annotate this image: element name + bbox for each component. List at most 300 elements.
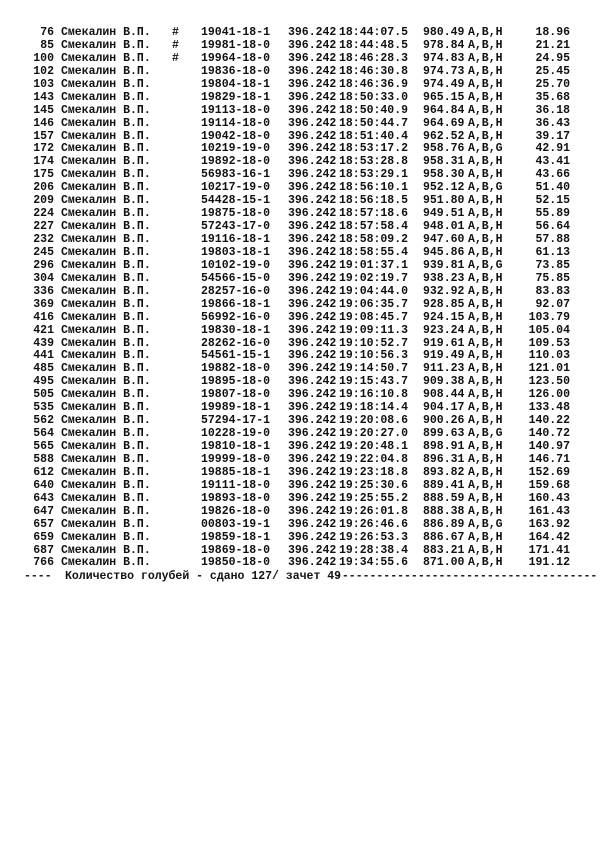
arrival-time-cell: 18:44:07.5: [339, 26, 409, 39]
place-cell: 304: [33, 271, 54, 285]
table-row: [0, 467, 600, 480]
ring-number-cell: 19807-18-0: [201, 388, 271, 402]
distance-cell: 396.242: [288, 77, 337, 91]
table-row: [0, 454, 600, 467]
classes-cell: А,В,Н: [468, 207, 503, 221]
arrival-time-cell: 18:46:30.8: [339, 64, 409, 78]
arrival-time-cell: 19:26:46.6: [339, 517, 409, 531]
arrival-time-cell: 19:20:08.6: [339, 414, 409, 428]
arrival-time-cell: 18:46:28.3: [339, 51, 409, 65]
classes-cell: А,В,G: [468, 142, 503, 156]
name-cell: Смекалин В.П.: [61, 77, 151, 91]
speed-cell: 951.80: [423, 194, 465, 208]
place-cell: 612: [33, 465, 54, 479]
summary-dashes-left: ----: [24, 570, 52, 584]
speed-cell: 947.60: [423, 233, 465, 246]
ring-number-cell: 10217-19-0: [201, 181, 271, 195]
table-row: [0, 260, 600, 273]
name-cell: Смекалин В.П.: [61, 245, 151, 259]
speed-cell: 928.85: [423, 297, 465, 311]
classes-cell: А,В,G: [468, 517, 503, 531]
table-row: [0, 506, 600, 519]
ring-number-cell: 19989-18-1: [201, 401, 271, 415]
arrival-time-cell: 18:57:58.4: [339, 220, 409, 234]
ring-number-cell: 28262-16-0: [201, 336, 271, 350]
table-row: [0, 299, 600, 312]
ring-number-cell: 19964-18-0: [201, 51, 271, 65]
name-cell: Смекалин В.П.: [61, 103, 151, 117]
name-cell: Смекалин В.П.: [61, 310, 151, 324]
classes-cell: А,В,Н: [468, 530, 503, 544]
classes-cell: А,В,Н: [468, 284, 503, 298]
coefficient-cell: 161.43: [528, 504, 570, 518]
coefficient-cell: 75.85: [535, 271, 570, 285]
table-row: [0, 312, 600, 325]
arrival-time-cell: 19:06:35.7: [339, 297, 409, 311]
ring-number-cell: 19892-18-0: [201, 155, 271, 169]
distance-cell: 396.242: [288, 336, 337, 350]
ring-number-cell: 19041-18-1: [201, 26, 271, 39]
coefficient-cell: 73.85: [535, 258, 570, 272]
speed-cell: 958.30: [423, 168, 465, 182]
coefficient-cell: 36.43: [535, 116, 570, 130]
distance-cell: 396.242: [288, 504, 337, 518]
table-row: [0, 27, 600, 40]
ring-number-cell: 19882-18-0: [201, 362, 271, 376]
name-cell: Смекалин В.П.: [61, 26, 151, 39]
summary-line: [0, 570, 600, 584]
name-cell: Смекалин В.П.: [61, 297, 151, 311]
speed-cell: 964.84: [423, 103, 465, 117]
speed-cell: 938.23: [423, 271, 465, 285]
speed-cell: 889.41: [423, 478, 465, 492]
classes-cell: А,В,Н: [468, 556, 503, 570]
classes-cell: А,В,Н: [468, 440, 503, 453]
name-cell: Смекалин В.П.: [61, 168, 151, 182]
classes-cell: А,В,Н: [468, 452, 503, 466]
place-cell: 643: [33, 491, 54, 505]
ring-number-cell: 54428-15-1: [201, 194, 271, 208]
distance-cell: 396.242: [288, 323, 337, 337]
ring-number-cell: 19830-18-1: [201, 323, 271, 337]
name-cell: Смекалин В.П.: [61, 440, 151, 453]
place-cell: 296: [33, 258, 54, 272]
distance-cell: 396.242: [288, 207, 337, 221]
distance-cell: 396.242: [288, 129, 337, 143]
speed-cell: 898.91: [423, 440, 465, 453]
coefficient-cell: 140.22: [528, 414, 570, 428]
distance-cell: 396.242: [288, 427, 337, 441]
place-cell: 206: [33, 181, 54, 195]
arrival-time-cell: 18:50:44.7: [339, 116, 409, 130]
arrival-time-cell: 19:28:38.4: [339, 543, 409, 557]
name-cell: Смекалин В.П.: [61, 258, 151, 272]
classes-cell: А,В,Н: [468, 401, 503, 415]
distance-cell: 396.242: [288, 452, 337, 466]
distance-cell: 396.242: [288, 116, 337, 130]
ring-number-cell: 10228-19-0: [201, 427, 271, 441]
ring-number-cell: 10102-19-0: [201, 258, 271, 272]
classes-cell: А,В,Н: [468, 310, 503, 324]
distance-cell: 396.242: [288, 142, 337, 156]
name-cell: Смекалин В.П.: [61, 207, 151, 221]
distance-cell: 396.242: [288, 388, 337, 402]
classes-cell: А,В,Н: [468, 349, 503, 363]
distance-cell: 396.242: [288, 284, 337, 298]
summary-dashes-right: --------------------------------------: [335, 570, 598, 584]
coefficient-cell: 191.12: [528, 556, 570, 570]
speed-cell: 904.17: [423, 401, 465, 415]
table-row: [0, 92, 600, 105]
coefficient-cell: 133.48: [528, 401, 570, 415]
speed-cell: 899.63: [423, 427, 465, 441]
arrival-time-cell: 19:20:48.1: [339, 440, 409, 453]
place-cell: 416: [33, 310, 54, 324]
distance-cell: 396.242: [288, 440, 337, 453]
coefficient-cell: 83.83: [535, 284, 570, 298]
arrival-time-cell: 19:02:19.7: [339, 271, 409, 285]
distance-cell: 396.242: [288, 297, 337, 311]
distance-cell: 396.242: [288, 414, 337, 428]
ring-number-cell: 19875-18-0: [201, 207, 271, 221]
classes-cell: А,В,G: [468, 258, 503, 272]
place-cell: 564: [33, 427, 54, 441]
classes-cell: А,В,Н: [468, 233, 503, 246]
coefficient-cell: 42.91: [535, 142, 570, 156]
arrival-time-cell: 19:26:01.8: [339, 504, 409, 518]
speed-cell: 919.61: [423, 336, 465, 350]
ring-number-cell: 19869-18-0: [201, 543, 271, 557]
ring-number-cell: 10219-19-0: [201, 142, 271, 156]
place-cell: 174: [33, 155, 54, 169]
arrival-time-cell: 18:56:18.5: [339, 194, 409, 208]
distance-cell: 396.242: [288, 51, 337, 65]
name-cell: Смекалин В.П.: [61, 530, 151, 544]
place-cell: 535: [33, 401, 54, 415]
speed-cell: 958.31: [423, 155, 465, 169]
name-cell: Смекалин В.П.: [61, 271, 151, 285]
speed-cell: 962.52: [423, 129, 465, 143]
coefficient-cell: 171.41: [528, 543, 570, 557]
coefficient-cell: 123.50: [528, 375, 570, 389]
ring-number-cell: 54566-15-0: [201, 271, 271, 285]
distance-cell: 396.242: [288, 491, 337, 505]
distance-cell: 396.242: [288, 103, 337, 117]
coefficient-cell: 126.00: [528, 388, 570, 402]
arrival-time-cell: 19:14:50.7: [339, 362, 409, 376]
name-cell: Смекалин В.П.: [61, 233, 151, 246]
name-cell: Смекалин В.П.: [61, 452, 151, 466]
distance-cell: 396.242: [288, 362, 337, 376]
coefficient-cell: 36.18: [535, 103, 570, 117]
coefficient-cell: 39.17: [535, 129, 570, 143]
name-cell: Смекалин В.П.: [61, 401, 151, 415]
table-row: [0, 519, 600, 532]
speed-cell: 980.49: [423, 26, 465, 39]
distance-cell: 396.242: [288, 401, 337, 415]
distance-cell: 396.242: [288, 375, 337, 389]
coefficient-cell: 43.66: [535, 168, 570, 182]
name-cell: Смекалин В.П.: [61, 375, 151, 389]
table-row: [0, 493, 600, 506]
arrival-time-cell: 18:53:28.8: [339, 155, 409, 169]
coefficient-cell: 140.72: [528, 427, 570, 441]
speed-cell: 909.38: [423, 375, 465, 389]
arrival-time-cell: 18:51:40.4: [339, 129, 409, 143]
distance-cell: 396.242: [288, 220, 337, 234]
speed-cell: 923.24: [423, 323, 465, 337]
arrival-time-cell: 19:09:11.3: [339, 323, 409, 337]
table-row: [0, 118, 600, 131]
place-cell: 485: [33, 362, 54, 376]
name-cell: Смекалин В.П.: [61, 336, 151, 350]
ring-number-cell: 54561-15-1: [201, 349, 271, 363]
speed-cell: 945.86: [423, 245, 465, 259]
place-cell: 657: [33, 517, 54, 531]
name-cell: Смекалин В.П.: [61, 194, 151, 208]
ring-number-cell: 19804-18-1: [201, 77, 271, 91]
mark-cell: #: [172, 38, 179, 52]
name-cell: Смекалин В.П.: [61, 414, 151, 428]
place-cell: 209: [33, 194, 54, 208]
coefficient-cell: 21.21: [535, 38, 570, 52]
arrival-time-cell: 18:57:18.6: [339, 207, 409, 221]
ring-number-cell: 19895-18-0: [201, 375, 271, 389]
place-cell: 103: [33, 77, 54, 91]
classes-cell: А,В,Н: [468, 375, 503, 389]
coefficient-cell: 24.95: [535, 51, 570, 65]
classes-cell: А,В,Н: [468, 478, 503, 492]
ring-number-cell: 19114-18-0: [201, 116, 271, 130]
ring-number-cell: 19850-18-0: [201, 556, 271, 570]
distance-cell: 396.242: [288, 543, 337, 557]
name-cell: Смекалин В.П.: [61, 220, 151, 234]
mark-cell: #: [172, 51, 179, 65]
classes-cell: А,В,Н: [468, 194, 503, 208]
arrival-time-cell: 18:44:48.5: [339, 38, 409, 52]
coefficient-cell: 163.92: [528, 517, 570, 531]
place-cell: 687: [33, 543, 54, 557]
ring-number-cell: 19111-18-0: [201, 478, 271, 492]
speed-cell: 939.81: [423, 258, 465, 272]
distance-cell: 396.242: [288, 64, 337, 78]
distance-cell: 396.242: [288, 349, 337, 363]
speed-cell: 896.31: [423, 452, 465, 466]
place-cell: 369: [33, 297, 54, 311]
speed-cell: 886.67: [423, 530, 465, 544]
distance-cell: 396.242: [288, 155, 337, 169]
distance-cell: 396.242: [288, 181, 337, 195]
classes-cell: А,В,Н: [468, 491, 503, 505]
ring-number-cell: 57294-17-1: [201, 414, 271, 428]
speed-cell: 919.49: [423, 349, 465, 363]
classes-cell: А,В,Н: [468, 64, 503, 78]
name-cell: Смекалин В.П.: [61, 129, 151, 143]
name-cell: Смекалин В.П.: [61, 556, 151, 570]
table-row: [0, 441, 600, 454]
place-cell: 245: [33, 245, 54, 259]
ring-number-cell: 19116-18-1: [201, 233, 271, 246]
arrival-time-cell: 18:53:29.1: [339, 168, 409, 182]
arrival-time-cell: 19:25:30.6: [339, 478, 409, 492]
coefficient-cell: 146.71: [528, 452, 570, 466]
ring-number-cell: 19866-18-1: [201, 297, 271, 311]
place-cell: 647: [33, 504, 54, 518]
place-cell: 157: [33, 129, 54, 143]
arrival-time-cell: 19:34:55.6: [339, 556, 409, 570]
name-cell: Смекалин В.П.: [61, 38, 151, 52]
classes-cell: А,В,Н: [468, 297, 503, 311]
classes-cell: А,В,Н: [468, 77, 503, 91]
arrival-time-cell: 19:25:55.2: [339, 491, 409, 505]
classes-cell: А,В,Н: [468, 116, 503, 130]
table-row: [0, 480, 600, 493]
name-cell: Смекалин В.П.: [61, 284, 151, 298]
ring-number-cell: 19836-18-0: [201, 64, 271, 78]
ring-number-cell: 19999-18-0: [201, 452, 271, 466]
distance-cell: 396.242: [288, 556, 337, 570]
coefficient-cell: 105.04: [528, 323, 570, 337]
distance-cell: 396.242: [288, 90, 337, 104]
place-cell: 172: [33, 142, 54, 156]
ring-number-cell: 19810-18-1: [201, 440, 271, 453]
arrival-time-cell: 19:16:10.8: [339, 388, 409, 402]
arrival-time-cell: 19:18:14.4: [339, 401, 409, 415]
distance-cell: 396.242: [288, 465, 337, 479]
ring-number-cell: 56992-16-0: [201, 310, 271, 324]
ring-number-cell: 19113-18-0: [201, 103, 271, 117]
table-row: [0, 79, 600, 92]
place-cell: 439: [33, 336, 54, 350]
classes-cell: А,В,Н: [468, 26, 503, 39]
coefficient-cell: 57.88: [535, 233, 570, 246]
classes-cell: А,В,Н: [468, 168, 503, 182]
distance-cell: 396.242: [288, 517, 337, 531]
speed-cell: 888.38: [423, 504, 465, 518]
arrival-time-cell: 18:46:36.9: [339, 77, 409, 91]
results-document: [0, 27, 600, 584]
classes-cell: А,В,Н: [468, 90, 503, 104]
ring-number-cell: 19803-18-1: [201, 245, 271, 259]
ring-number-cell: 19042-18-0: [201, 129, 271, 143]
arrival-time-cell: 18:50:33.0: [339, 90, 409, 104]
classes-cell: А,В,Н: [468, 129, 503, 143]
place-cell: 495: [33, 375, 54, 389]
name-cell: Смекалин В.П.: [61, 491, 151, 505]
coefficient-cell: 140.97: [528, 440, 570, 453]
classes-cell: А,В,G: [468, 181, 503, 195]
speed-cell: 964.69: [423, 116, 465, 130]
name-cell: Смекалин В.П.: [61, 90, 151, 104]
arrival-time-cell: 19:10:52.7: [339, 336, 409, 350]
arrival-time-cell: 18:53:17.2: [339, 142, 409, 156]
classes-cell: А,В,Н: [468, 388, 503, 402]
place-cell: 232: [33, 233, 54, 246]
name-cell: Смекалин В.П.: [61, 465, 151, 479]
speed-cell: 974.83: [423, 51, 465, 65]
place-cell: 102: [33, 64, 54, 78]
speed-cell: 978.84: [423, 38, 465, 52]
ring-number-cell: 00803-19-1: [201, 517, 271, 531]
place-cell: 100: [33, 51, 54, 65]
coefficient-cell: 103.79: [528, 310, 570, 324]
coefficient-cell: 160.43: [528, 491, 570, 505]
coefficient-cell: 159.68: [528, 478, 570, 492]
table-row: [0, 532, 600, 545]
classes-cell: А,В,Н: [468, 51, 503, 65]
place-cell: 143: [33, 90, 54, 104]
coefficient-cell: 51.40: [535, 181, 570, 195]
ring-number-cell: 57243-17-0: [201, 220, 271, 234]
coefficient-cell: 109.53: [528, 336, 570, 350]
speed-cell: 883.21: [423, 543, 465, 557]
name-cell: Смекалин В.П.: [61, 543, 151, 557]
ring-number-cell: 19826-18-0: [201, 504, 271, 518]
speed-cell: 924.15: [423, 310, 465, 324]
name-cell: Смекалин В.П.: [61, 504, 151, 518]
distance-cell: 396.242: [288, 233, 337, 246]
speed-cell: 965.15: [423, 90, 465, 104]
name-cell: Смекалин В.П.: [61, 427, 151, 441]
arrival-time-cell: 19:01:37.1: [339, 258, 409, 272]
arrival-time-cell: 19:10:56.3: [339, 349, 409, 363]
speed-cell: 974.73: [423, 64, 465, 78]
ring-number-cell: 19859-18-1: [201, 530, 271, 544]
place-cell: 565: [33, 440, 54, 453]
name-cell: Смекалин В.П.: [61, 64, 151, 78]
classes-cell: А,В,Н: [468, 362, 503, 376]
ring-number-cell: 19885-18-1: [201, 465, 271, 479]
table-row: [0, 53, 600, 66]
coefficient-cell: 52.15: [535, 194, 570, 208]
classes-cell: А,В,G: [468, 427, 503, 441]
arrival-time-cell: 19:15:43.7: [339, 375, 409, 389]
arrival-time-cell: 19:04:44.0: [339, 284, 409, 298]
name-cell: Смекалин В.П.: [61, 181, 151, 195]
classes-cell: А,В,Н: [468, 271, 503, 285]
ring-number-cell: 19981-18-0: [201, 38, 271, 52]
distance-cell: 396.242: [288, 194, 337, 208]
place-cell: 146: [33, 116, 54, 130]
speed-cell: 888.59: [423, 491, 465, 505]
classes-cell: А,В,Н: [468, 38, 503, 52]
mark-cell: #: [172, 26, 179, 39]
speed-cell: 900.26: [423, 414, 465, 428]
classes-cell: А,В,Н: [468, 336, 503, 350]
name-cell: Смекалин В.П.: [61, 116, 151, 130]
coefficient-cell: 121.01: [528, 362, 570, 376]
name-cell: Смекалин В.П.: [61, 388, 151, 402]
table-row: [0, 557, 600, 570]
table-row: [0, 273, 600, 286]
classes-cell: А,В,Н: [468, 414, 503, 428]
place-cell: 562: [33, 414, 54, 428]
coefficient-cell: 61.13: [535, 245, 570, 259]
name-cell: Смекалин В.П.: [61, 478, 151, 492]
arrival-time-cell: 18:50:40.9: [339, 103, 409, 117]
arrival-time-cell: 19:23:18.8: [339, 465, 409, 479]
place-cell: 505: [33, 388, 54, 402]
summary-text: Количество голубей - сдано 127/ зачет 49: [65, 570, 342, 584]
name-cell: Смекалин В.П.: [61, 349, 151, 363]
distance-cell: 396.242: [288, 530, 337, 544]
speed-cell: 908.44: [423, 388, 465, 402]
ring-number-cell: 19893-18-0: [201, 491, 271, 505]
arrival-time-cell: 19:20:27.0: [339, 427, 409, 441]
classes-cell: А,В,Н: [468, 245, 503, 259]
ring-number-cell: 28257-16-0: [201, 284, 271, 298]
speed-cell: 949.51: [423, 207, 465, 221]
